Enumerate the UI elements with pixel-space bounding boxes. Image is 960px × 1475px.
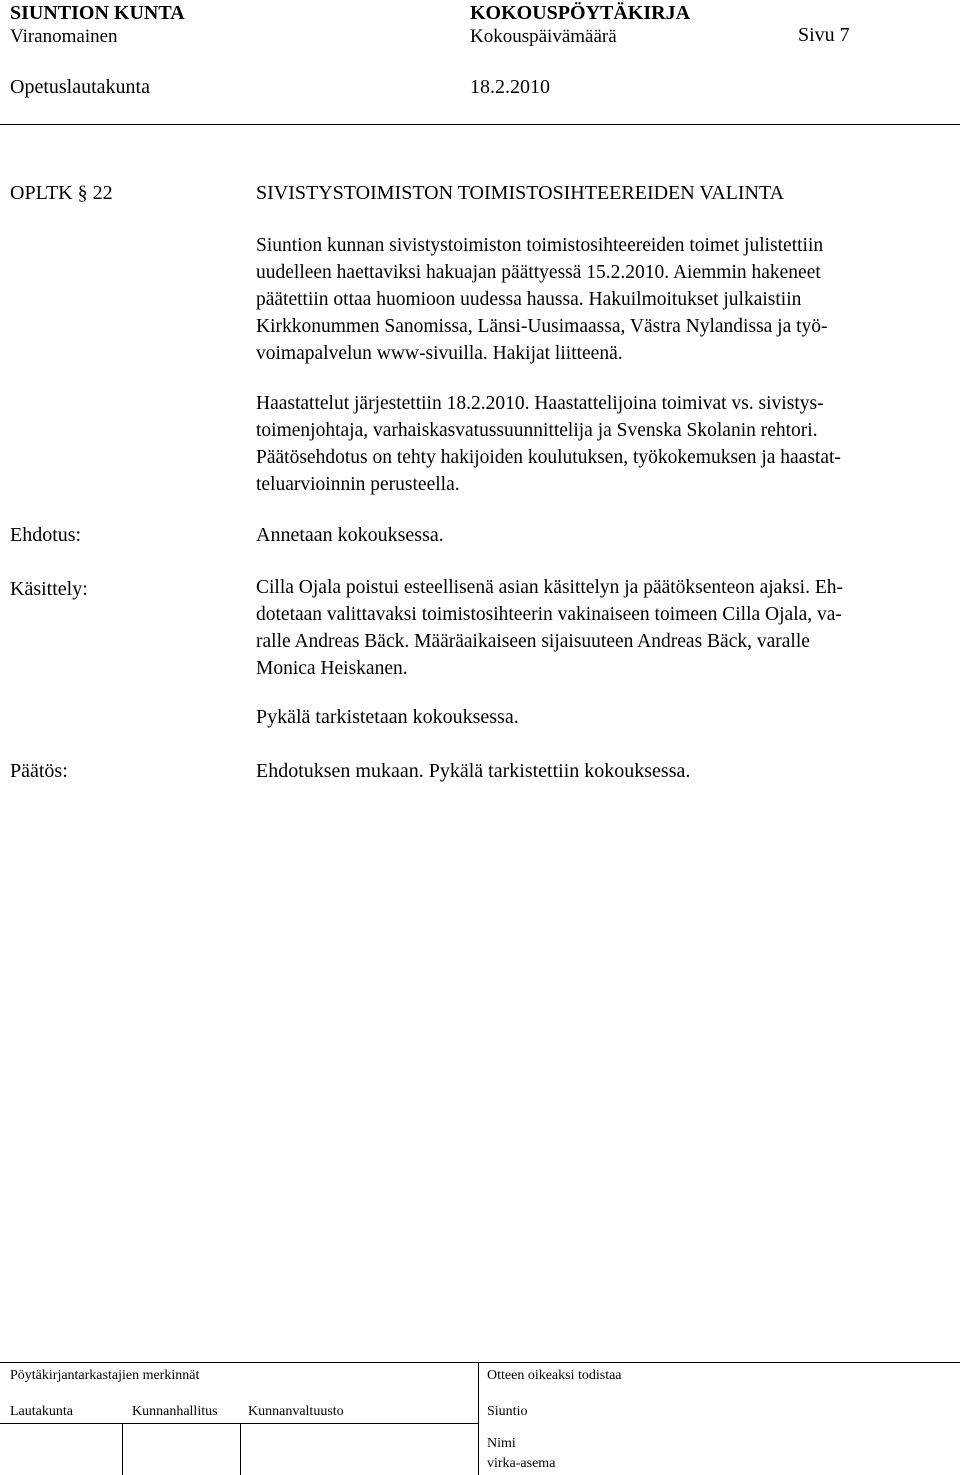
footer-col-executive: Kunnanhallitus bbox=[132, 1404, 218, 1419]
handling-note: Pykälä tarkistetaan kokouksessa. bbox=[256, 706, 519, 728]
text-line: Päätösehdotus on tehty hakijoiden koulutuksen, työkokemuksen ja haastat- bbox=[256, 447, 841, 468]
footer-col-council: Kunnanvaltuusto bbox=[248, 1404, 344, 1419]
text-line: dotetaan valittavaksi toimistosihteerin vakinaiseen toimeen Cilla Ojala, va- bbox=[256, 604, 842, 625]
footer-divider-mid bbox=[0, 1423, 478, 1424]
text-line: toimenjohtaja, varhaiskasvatussuunnittelija ja Svenska Skolanin rehtori. bbox=[256, 420, 818, 441]
authority-label: Viranomainen bbox=[10, 26, 118, 47]
text-line: Kirkkonummen Sanomissa, Länsi-Uusimaassa, Västra Nylandissa ja työ- bbox=[256, 316, 828, 337]
page-number: Sivu 7 bbox=[798, 24, 850, 46]
certified-label: Otteen oikeaksi todistaa bbox=[487, 1368, 622, 1383]
decision-label: Päätös: bbox=[10, 760, 68, 782]
footer-name-label: Nimi bbox=[487, 1436, 516, 1451]
footer-column-separator bbox=[478, 1362, 479, 1475]
header-divider bbox=[0, 124, 960, 125]
text-line: Haastattelut järjestettiin 18.2.2010. Haastattelijoina toimivat vs. sivistys- bbox=[256, 393, 824, 414]
decision-text: Ehdotuksen mukaan. Pykälä tarkistettiin kokouksessa. bbox=[256, 760, 691, 782]
board-name: Opetuslautakunta bbox=[10, 76, 150, 98]
footer-col-board: Lautakunta bbox=[10, 1404, 73, 1419]
text-line: voimapalvelun www-sivuilla. Hakijat liitteenä. bbox=[256, 343, 623, 364]
section-title: SIVISTYSTOIMISTON TOIMISTOSIHTEEREIDEN VALINTA bbox=[256, 182, 785, 204]
document-type: KOKOUSPÖYTÄKIRJA bbox=[470, 2, 691, 24]
footer-divider-top bbox=[0, 1362, 960, 1363]
text-line: ralle Andreas Bäck. Määräaikaiseen sijaisuuteen Andreas Bäck, varalle bbox=[256, 631, 810, 652]
intro-paragraph-1 bbox=[256, 232, 946, 367]
text-line: Cilla Ojala poistui esteellisenä asian käsittelyn ja päätöksenteon ajaksi. Eh- bbox=[256, 577, 843, 598]
handling-paragraph bbox=[256, 574, 946, 682]
text-line: teluarvioinnin perusteella. bbox=[256, 474, 460, 495]
footer-place: Siuntio bbox=[487, 1404, 528, 1419]
section-number: OPLTK § 22 bbox=[10, 182, 113, 204]
footer-column-separator bbox=[240, 1423, 241, 1475]
proposal-label: Ehdotus: bbox=[10, 524, 82, 546]
handling-label: Käsittely: bbox=[10, 578, 88, 600]
footer-position-label: virka-asema bbox=[487, 1456, 556, 1471]
text-line: uudelleen haettaviksi hakuajan päättyessä 15.2.2010. Aiemmin hakeneet bbox=[256, 262, 821, 283]
inspectors-label: Pöytäkirjantarkastajien merkinnät bbox=[10, 1368, 200, 1383]
meeting-date-label: Kokouspäivämäärä bbox=[470, 26, 617, 47]
intro-paragraph-2 bbox=[256, 390, 946, 498]
text-line: Siuntion kunnan sivistystoimiston toimistosihteereiden toimet julistettiin bbox=[256, 235, 824, 256]
text-line: Monica Heiskanen. bbox=[256, 658, 408, 679]
meeting-date: 18.2.2010 bbox=[470, 76, 550, 98]
text-line: päätettiin ottaa huomioon uudessa haussa. Hakuilmoitukset julkaistiin bbox=[256, 289, 802, 310]
municipality-name: SIUNTION KUNTA bbox=[10, 2, 185, 24]
proposal-text: Annetaan kokouksessa. bbox=[256, 524, 444, 546]
footer-column-separator bbox=[122, 1423, 123, 1475]
